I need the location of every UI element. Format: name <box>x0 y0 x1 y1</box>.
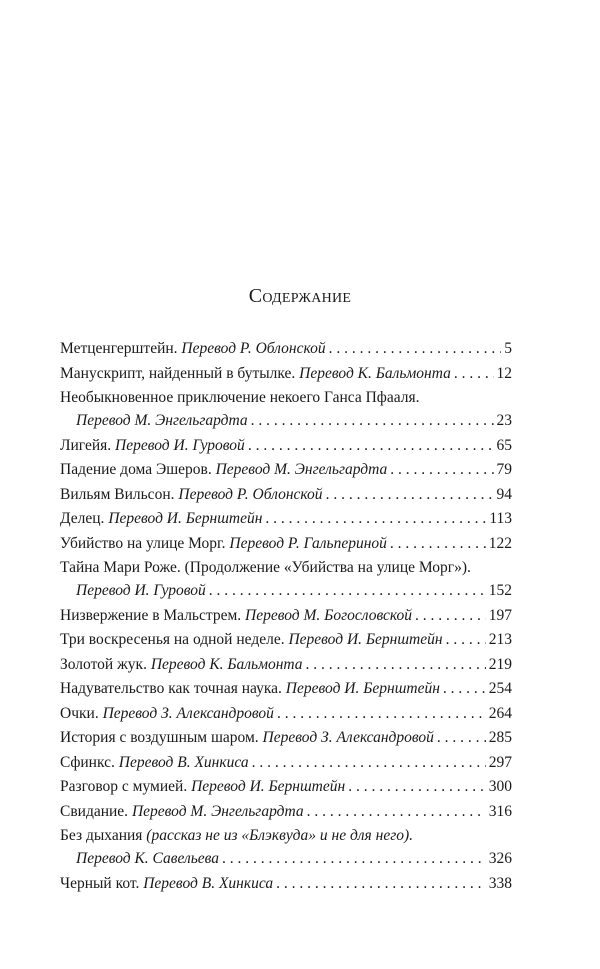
leader-dots <box>222 847 486 870</box>
toc-entry[interactable] <box>60 556 512 602</box>
toc-entry[interactable] <box>60 458 512 481</box>
toc-entry[interactable] <box>60 604 512 627</box>
entry-title: Манускрипт, найденный в бутылке. <box>60 364 296 382</box>
entry-title: История с воздушным шаром. <box>60 729 259 746</box>
entry-page-number: 152 <box>488 582 512 599</box>
entry-translator: Перевод И. Бернштейн <box>285 680 440 697</box>
entry-translator: Перевод Р. Облонской <box>181 340 326 357</box>
entry-page-number: 65 <box>496 436 512 454</box>
entry-page-number: 316 <box>488 802 512 820</box>
entry-title: Без дыхания <box>60 827 143 844</box>
toc-entry[interactable] <box>60 532 512 555</box>
toc-entry[interactable] <box>60 775 512 798</box>
entry-translator: Перевод К. Савельева <box>76 850 220 867</box>
entry-translator: Перевод З. Александровой <box>102 704 274 722</box>
entry-page-number: 23 <box>496 412 512 429</box>
entry-title-note: (рассказ не из «Блэквуда» и не для него). <box>146 827 414 844</box>
entry-title: Черный кот. <box>60 874 140 892</box>
entry-page-number: 264 <box>488 704 512 722</box>
entry-page-number: 213 <box>488 631 512 648</box>
entry-translator: Перевод И. Гуровой <box>115 436 245 454</box>
leader-dots <box>390 458 493 481</box>
entry-page-number: 219 <box>488 655 512 673</box>
entry-page-number: 326 <box>488 850 512 867</box>
leader-dots <box>277 702 486 725</box>
toc-entry[interactable] <box>60 872 512 895</box>
entry-title: Низвержение в Мальстрем. <box>60 606 242 624</box>
entry-translator: Перевод Р. Гальпериной <box>229 534 387 552</box>
entry-title: Необыкновенное приключение некоего Ганса Пфааля. <box>60 389 420 406</box>
entry-title: Падение дома Эшеров. <box>60 461 212 478</box>
leader-dots <box>265 507 486 530</box>
toc-entry[interactable] <box>60 677 512 700</box>
toc-entry[interactable] <box>60 483 512 506</box>
leader-dots <box>276 872 486 895</box>
entry-title: Три воскресенья на одной неделе. <box>60 631 285 648</box>
entry-page-number: 297 <box>488 753 512 771</box>
leader-dots <box>329 337 502 360</box>
entry-title: Делец. <box>60 510 105 527</box>
entry-translator: Перевод М. Энгельгардта <box>215 461 388 478</box>
entry-title: Разговор с мумией. <box>60 778 188 795</box>
entry-page-number: 122 <box>488 534 512 552</box>
entry-page-number: 254 <box>488 680 512 697</box>
toc-entry[interactable] <box>60 434 512 457</box>
entry-translator: Перевод И. Бернштейн <box>288 631 443 648</box>
leader-dots <box>437 726 486 749</box>
leader-dots <box>326 483 494 506</box>
toc-entry[interactable] <box>60 824 512 870</box>
entry-translator: Перевод К. Бальмонта <box>299 364 451 382</box>
entry-title: Очки. <box>60 704 99 722</box>
entry-translator: Перевод В. Хинкиса <box>118 753 249 771</box>
toc-entry[interactable] <box>60 507 512 530</box>
leader-dots <box>251 409 494 432</box>
entry-page-number: 113 <box>489 510 512 527</box>
entry-title: Надувательство как точная наука. <box>60 680 282 697</box>
entry-translator: Перевод М. Богословской <box>245 606 413 624</box>
leader-dots <box>248 434 494 457</box>
table-of-contents <box>60 337 512 896</box>
entry-title: Золотой жук. <box>60 655 147 673</box>
leader-dots <box>443 677 486 700</box>
leader-dots <box>390 532 486 555</box>
toc-entry[interactable] <box>60 751 512 774</box>
toc-entry[interactable] <box>60 337 512 360</box>
entry-page-number: 338 <box>488 874 512 892</box>
entry-title: Лигейя. <box>60 436 112 454</box>
toc-entry[interactable] <box>60 386 512 432</box>
toc-entry[interactable] <box>60 362 512 385</box>
leader-dots <box>307 800 486 823</box>
entry-translator: Перевод М. Энгельгардта <box>131 802 304 820</box>
entry-title: Тайна Мари Роже. (Продолжение «Убийства на улице Морг»). <box>60 559 471 576</box>
entry-page-number: 197 <box>488 606 512 624</box>
entry-translator: Перевод И. Бернштейн <box>191 778 346 795</box>
entry-title: Метценгерштейн. <box>60 340 178 357</box>
entry-page-number: 5 <box>504 340 512 357</box>
entry-title: Вильям Вильсон. <box>60 485 175 503</box>
entry-title: Сфинкс. <box>60 753 115 771</box>
leader-dots <box>454 362 494 385</box>
toc-entry[interactable] <box>60 800 512 823</box>
leader-dots <box>209 579 486 602</box>
toc-entry[interactable] <box>60 702 512 725</box>
leader-dots <box>446 628 486 651</box>
entry-title: Свидание. <box>60 802 129 820</box>
toc-entry[interactable] <box>60 653 512 676</box>
entry-title: Убийство на улице Морг. <box>60 534 226 552</box>
leader-dots <box>306 653 486 676</box>
entry-translator: Перевод В. Хинкиса <box>143 874 274 892</box>
entry-translator: Перевод И. Бернштейн <box>108 510 263 527</box>
entry-translator: Перевод М. Энгельгардта <box>76 412 248 429</box>
entry-page-number: 300 <box>488 778 512 795</box>
entry-translator: Перевод Р. Облонской <box>178 485 323 503</box>
entry-translator: Перевод И. Гуровой <box>76 582 206 599</box>
entry-page-number: 285 <box>488 729 512 746</box>
toc-entry[interactable] <box>60 628 512 651</box>
toc-entry[interactable] <box>60 726 512 749</box>
entry-translator: Перевод З. Александровой <box>262 729 434 746</box>
entry-page-number: 94 <box>496 485 512 503</box>
entry-page-number: 12 <box>496 364 512 382</box>
leader-dots <box>348 775 486 798</box>
leader-dots <box>415 604 486 627</box>
entry-translator: Перевод К. Бальмонта <box>150 655 303 673</box>
page-title: Содержание <box>248 285 352 307</box>
entry-page-number: 79 <box>496 461 512 478</box>
leader-dots <box>252 751 486 774</box>
